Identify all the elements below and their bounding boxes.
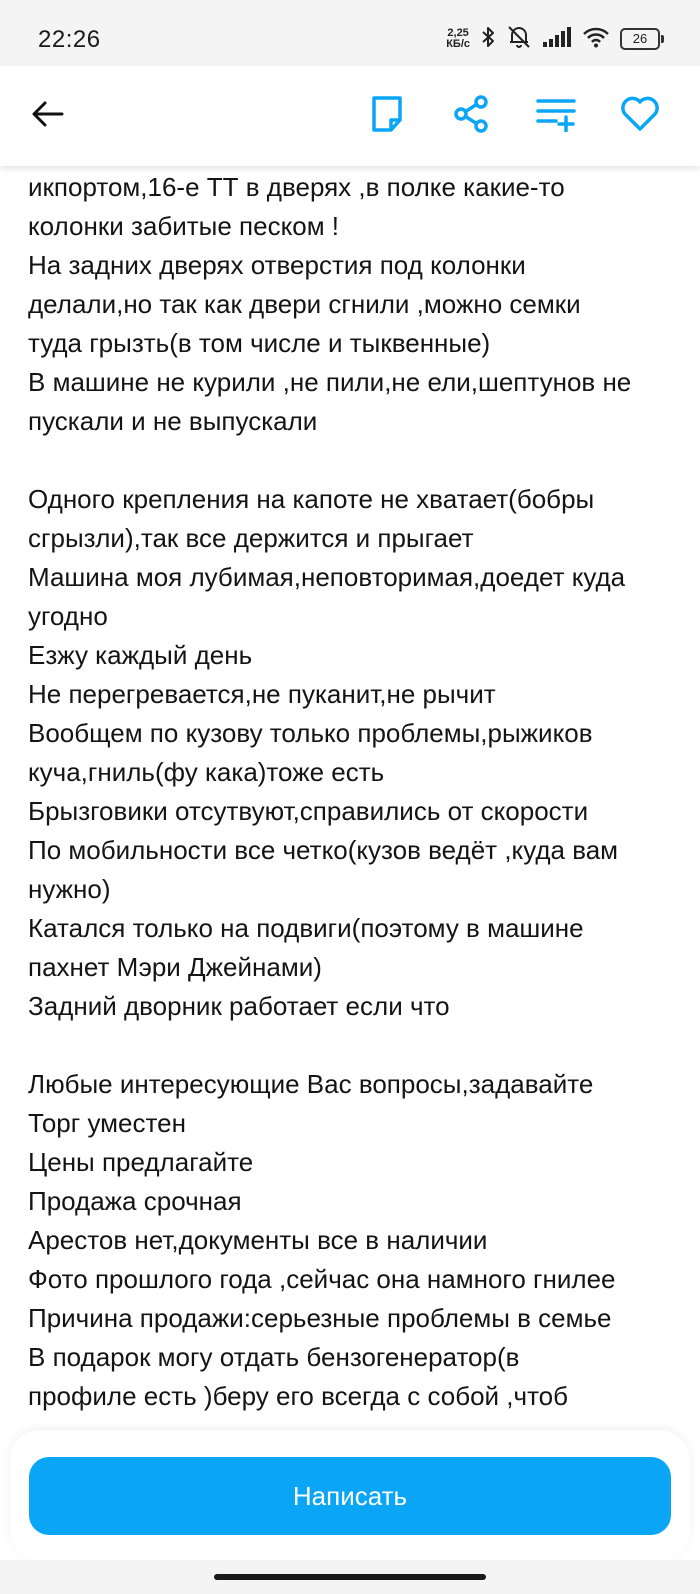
- description-line: На задних дверях отверстия под колонки: [28, 250, 526, 280]
- status-time: 22:26: [38, 26, 101, 53]
- network-speed-value: 2,25: [447, 27, 469, 39]
- description-line: Брызговики отсутвуют,справились от скорости: [28, 796, 589, 826]
- description-line: В машине не курили ,не пили,не ели,шептунов не: [28, 367, 632, 397]
- description-line: пахнет Мэри Джейнами): [28, 952, 322, 982]
- description-line: угодно: [28, 601, 108, 631]
- description-line: колонки забитые песком !: [28, 211, 340, 241]
- share-button[interactable]: [447, 92, 495, 140]
- description-line: Машина моя лубимая,неповторимая,доедет куда: [28, 562, 626, 592]
- description-line: нужно): [28, 874, 111, 904]
- note-button[interactable]: [363, 92, 411, 140]
- favorite-button[interactable]: [616, 92, 664, 140]
- home-indicator[interactable]: [214, 1574, 486, 1580]
- wifi-icon: [582, 26, 610, 53]
- bottom-action-panel: [10, 1430, 690, 1560]
- compare-button[interactable]: [532, 92, 580, 140]
- description-line: Не перегревается,не пуканит,не рычит: [28, 679, 496, 709]
- write-message-button[interactable]: Написать: [29, 1457, 671, 1535]
- bluetooth-icon: [480, 25, 496, 54]
- description-line: икпортом,16-е ТТ в дверях ,в полке какие-то: [28, 172, 565, 202]
- description-line: Катался только на подвиги(поэтому в машине: [28, 913, 584, 943]
- description-line: Цены предлагайте: [28, 1147, 254, 1177]
- description-line: Задний дворник работает если что: [28, 991, 450, 1021]
- status-icons: [446, 24, 660, 54]
- description-line: Езжу каждый день: [28, 640, 253, 670]
- listing-description-scroll[interactable]: [0, 166, 700, 1428]
- note-icon: [370, 95, 404, 138]
- share-icon: [453, 95, 489, 138]
- description-line: Любые интересующие Вас вопросы,задавайте: [28, 1069, 594, 1099]
- status-bar: [0, 0, 700, 66]
- description-line: Фото прошлого года ,сейчас она намного гнилее: [28, 1264, 616, 1294]
- description-line: пускали и не выпускали: [28, 406, 318, 436]
- description-line: профиле есть )беру его всегда с собой ,чтоб: [28, 1381, 569, 1411]
- paragraph-gap: [28, 1026, 678, 1065]
- description-line: куча,гниль(фу кака)тоже есть: [28, 757, 385, 787]
- back-arrow-icon: [31, 100, 65, 133]
- cellular-signal-icon: [542, 27, 572, 52]
- description-line: делали,но так как двери сгнили ,можно семки: [28, 289, 581, 319]
- back-button[interactable]: [24, 92, 72, 140]
- compare-list-icon: [536, 96, 576, 137]
- description-line: По мобильности все четко(кузов ведёт ,куда вам: [28, 835, 619, 865]
- description-line: сгрызли),так все держится и прыгает: [28, 523, 474, 553]
- description-line: Одного крепления на капоте не хватает(бобры: [28, 484, 595, 514]
- heart-icon: [620, 96, 660, 137]
- muted-bell-icon: [506, 24, 532, 55]
- description-line: Вообщем по кузову только проблемы,рыжиков: [28, 718, 593, 748]
- paragraph-gap: [28, 441, 678, 480]
- description-line: Продажа срочная: [28, 1186, 242, 1216]
- battery-indicator: 26: [620, 28, 660, 50]
- description-line: Арестов нет,документы все в наличии: [28, 1225, 488, 1255]
- description-line: Причина продажи:серьезные проблемы в семье: [28, 1303, 612, 1333]
- description-line: В подарок могу отдать бензогенератор(в: [28, 1342, 520, 1372]
- top-app-bar: [0, 66, 700, 166]
- listing-description: [28, 168, 678, 1416]
- gesture-area: [0, 1560, 700, 1594]
- description-line: туда грызть(в том числе и тыквенные): [28, 328, 491, 358]
- network-speed-unit: КБ/с: [446, 38, 470, 50]
- description-line: Торг уместен: [28, 1108, 186, 1138]
- network-speed: [446, 28, 470, 50]
